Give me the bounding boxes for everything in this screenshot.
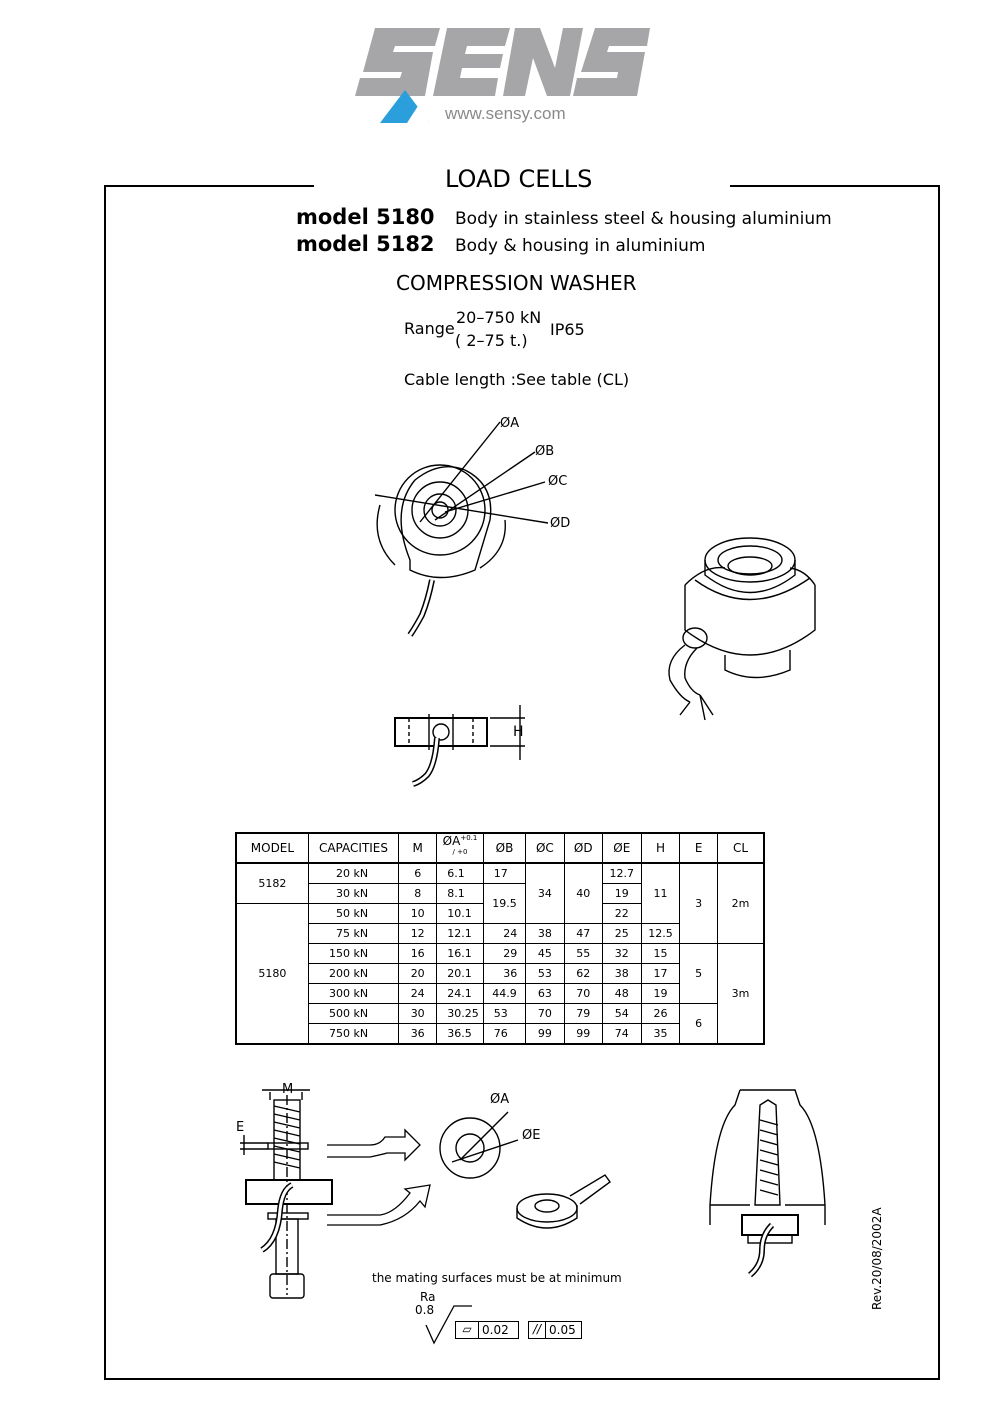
cell-h: 12.5 (641, 924, 680, 944)
cell-capacity: 150 kN (308, 944, 398, 964)
cell-dia-a: 36.5 (437, 1024, 484, 1045)
cell-capacity: 750 kN (308, 1024, 398, 1045)
cell-dia-a: 30.25 (437, 1004, 484, 1024)
cell-m: 30 (399, 1004, 437, 1024)
cell-m: 8 (399, 884, 437, 904)
cell-dia-d: 99 (564, 1024, 602, 1045)
cell-dia-c: 38 (526, 924, 564, 944)
cell-dia-e: 38 (602, 964, 641, 984)
cell-dia-d: 79 (564, 1004, 602, 1024)
header-e: E (680, 833, 718, 863)
washer-detail-drawing (430, 1100, 630, 1250)
header-cl: CL (718, 833, 764, 863)
subtitle: COMPRESSION WASHER (396, 271, 637, 295)
header-model: MODEL (236, 833, 308, 863)
cell-model-5182: 5182 (236, 863, 308, 904)
specifications-table (235, 832, 765, 1045)
cell-dia-a: 24.1 (437, 984, 484, 1004)
cell-dia-a: 16.1 (437, 944, 484, 964)
cell-h: 35 (641, 1024, 680, 1045)
cell-dia-d: 40 (564, 863, 602, 924)
flatness-value: 0.02 (482, 1323, 509, 1337)
label-dia-e-bottom: ØE (522, 1128, 541, 1143)
cell-capacity: 300 kN (308, 984, 398, 1004)
cell-dia-a: 20.1 (437, 964, 484, 984)
cell-h: 17 (641, 964, 680, 984)
table-row (236, 1004, 764, 1024)
header-dia-c: ØC (526, 833, 564, 863)
installation-section-drawing (700, 1085, 840, 1295)
cell-dia-b: 76 (483, 1024, 525, 1045)
cell-dia-c: 45 (526, 944, 564, 964)
cell-dia-c: 53 (526, 964, 564, 984)
cell-dia-d: 62 (564, 964, 602, 984)
cell-dia-c: 34 (526, 863, 564, 924)
cell-capacity: 30 kN (308, 884, 398, 904)
cell-cl: 3m (718, 944, 764, 1045)
cell-dia-e: 54 (602, 1004, 641, 1024)
cell-dia-b: 44.9 (483, 984, 525, 1004)
cell-dia-b: 53 (483, 1004, 525, 1024)
table-row (236, 944, 764, 964)
cell-h: 11 (641, 863, 680, 924)
cell-m: 20 (399, 964, 437, 984)
parallelism-tolerance-box (528, 1321, 582, 1339)
table-row (236, 863, 764, 884)
range-kn: 20–750 kN (456, 308, 542, 327)
cell-dia-b: 29 (483, 944, 525, 964)
roughness-label: Ra (420, 1290, 436, 1304)
cell-dia-a: 12.1 (437, 924, 484, 944)
header-h: H (641, 833, 680, 863)
cell-m: 10 (399, 904, 437, 924)
cell-e: 5 (680, 944, 718, 1004)
cell-e: 3 (680, 863, 718, 944)
cell-dia-e: 32 (602, 944, 641, 964)
flatness-icon: ▱ (456, 1322, 479, 1338)
cell-capacity: 200 kN (308, 964, 398, 984)
cell-dia-a: 6.1 (437, 863, 484, 884)
label-dia-d-top: ØD (550, 516, 571, 531)
cell-dia-e: 12.7 (602, 863, 641, 884)
header-capacities: CAPACITIES (308, 833, 398, 863)
sensy-logo (355, 18, 650, 128)
cell-dia-b: 19.5 (483, 884, 525, 924)
cell-m: 12 (399, 924, 437, 944)
cell-dia-d: 70 (564, 984, 602, 1004)
range-label: Range (404, 319, 455, 338)
cell-capacity: 75 kN (308, 924, 398, 944)
isometric-view (645, 520, 835, 730)
cell-dia-c: 63 (526, 984, 564, 1004)
side-view-drawing (385, 700, 545, 800)
cell-dia-a: 10.1 (437, 904, 484, 924)
cell-dia-b: 24 (483, 924, 525, 944)
cell-dia-e: 74 (602, 1024, 641, 1045)
website-url[interactable]: www.sensy.com (445, 104, 566, 123)
model-5180-desc: Body in stainless steel & housing aluminium (455, 209, 832, 229)
page-title: LOAD CELLS (445, 165, 593, 193)
revision-label: Rev.20/08/2002A (870, 1207, 884, 1310)
cell-model-5180: 5180 (236, 904, 308, 1045)
cell-dia-a: 8.1 (437, 884, 484, 904)
table-header-row (236, 833, 764, 863)
label-dia-a-top: ØA (500, 416, 520, 431)
cell-m: 24 (399, 984, 437, 1004)
mating-surfaces-note: the mating surfaces must be at minimum (372, 1271, 622, 1285)
cell-m: 6 (399, 863, 437, 884)
header-dia-e: ØE (602, 833, 641, 863)
cell-dia-d: 55 (564, 944, 602, 964)
cell-h: 26 (641, 1004, 680, 1024)
parallelism-icon: // (529, 1322, 546, 1338)
tolerance: +0.1 / +0 (452, 834, 478, 856)
cell-cl: 2m (718, 863, 764, 944)
cell-h: 19 (641, 984, 680, 1004)
assembly-arrows (325, 1125, 440, 1230)
parallelism-value: 0.05 (549, 1323, 576, 1337)
cell-dia-e: 22 (602, 904, 641, 924)
label-dia-a-bottom: ØA (490, 1092, 510, 1107)
header-dia-a: $ØA^{+0.1 / +0}$ (437, 833, 484, 863)
cell-m: 36 (399, 1024, 437, 1045)
cell-h: 15 (641, 944, 680, 964)
label-dia-b-top: ØB (535, 444, 555, 459)
cell-capacity: 20 kN (308, 863, 398, 884)
header-m: M (399, 833, 437, 863)
model-5180-name: model 5180 (296, 205, 435, 229)
cell-capacity: 50 kN (308, 904, 398, 924)
flatness-tolerance-box (455, 1321, 519, 1339)
cell-dia-c: 99 (526, 1024, 564, 1045)
cell-dia-d: 47 (564, 924, 602, 944)
model-5182-name: model 5182 (296, 232, 435, 256)
header-dia-d: ØD (564, 833, 602, 863)
cell-capacity: 500 kN (308, 1004, 398, 1024)
label-e-dim: E (236, 1120, 245, 1135)
ip-rating: IP65 (550, 320, 585, 339)
cable-length-note: Cable length :See table (CL) (404, 370, 630, 389)
cell-m: 16 (399, 944, 437, 964)
label-m: M (282, 1082, 294, 1097)
cell-dia-e: 48 (602, 984, 641, 1004)
model-5182-desc: Body & housing in aluminium (455, 236, 706, 256)
cell-dia-e: 19 (602, 884, 641, 904)
cell-dia-b: 36 (483, 964, 525, 984)
cell-e: 6 (680, 1004, 718, 1045)
roughness-value: 0.8 (415, 1303, 435, 1317)
range-tons: ( 2–75 t.) (455, 331, 528, 350)
label-dia-c-top: ØC (548, 474, 568, 489)
cell-dia-e: 25 (602, 924, 641, 944)
label-height-h: H (513, 724, 524, 740)
cell-dia-b: 17 (483, 863, 525, 884)
header-dia-b: ØB (483, 833, 525, 863)
cell-dia-c: 70 (526, 1004, 564, 1024)
